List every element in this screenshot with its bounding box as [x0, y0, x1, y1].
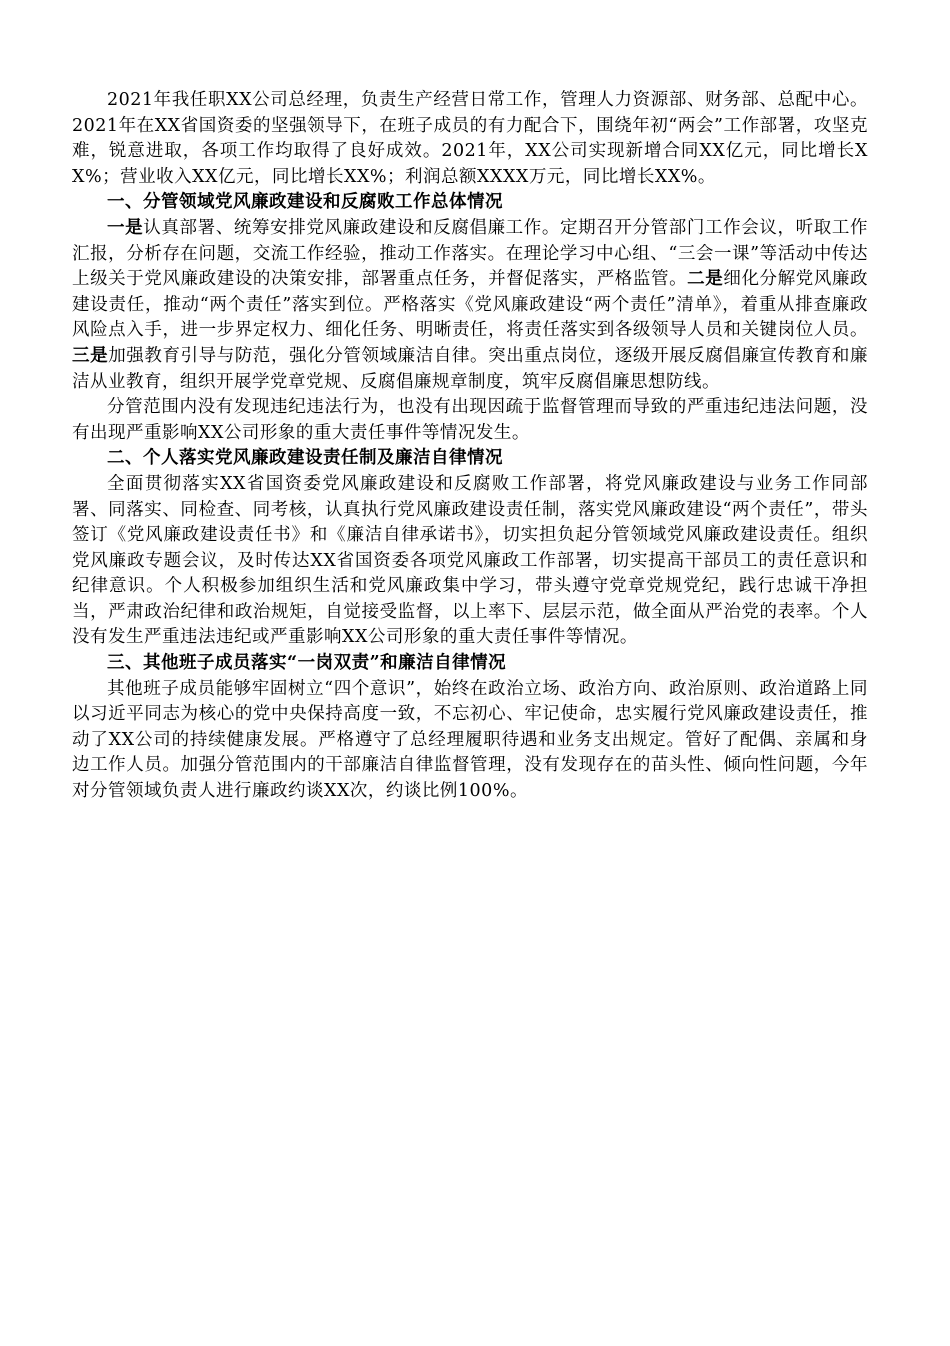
section-1-text-2: 细化分解党风廉政建设责任，推动“两个责任”落实到位。严格落实《党风廉政建设“两个责任”清单》，着重从排查廉政风险点入手，进一步界定权力、细化任务、明晰责任，将责任落实到各级领导人员和关键岗位人员。 — [72, 269, 869, 341]
section-1-paragraph-1 — [72, 216, 868, 395]
lead-three: 三是 — [72, 345, 109, 366]
lead-two: 二是 — [687, 269, 724, 290]
lead-one: 一是 — [107, 217, 144, 238]
section-1-text-1: 认真部署、统筹安排党风廉政建设和反腐倡廉工作。定期召开分管部门工作会议，听取工作汇报，分析存在问题，交流工作经验，推动工作落实。在理论学习中心组、“三会一课”等活动中传达上级关于党风廉政建设的决策安排，部署重点任务，并督促落实，严格监管。 — [72, 217, 869, 290]
section-1-paragraph-2: 分管范围内没有发现违纪违法行为，也没有出现因疏于监督管理而导致的严重违纪违法问题，没有出现严重影响XX公司形象的重大责任事件等情况发生。 — [72, 397, 868, 443]
section-2-paragraph-1: 全面贯彻落实XX省国资委党风廉政建设和反腐败工作部署，将党风廉政建设与业务工作同部署、同落实、同检查、同考核，认真执行党风廉政建设责任制，落实党风廉政建设“两个责任”，带头签订《党风廉政建设责任书》和《廉洁自律承诺书》，切实担负起分管领域党风廉政建设责任。组织党风廉政专题会议，及时传达XX省国资委各项党风廉政工作部署，切实提高干部员工的责任意识和纪律意识。个人积极参加组织生活和党风廉政集中学习，带头遵守党章党规党纪，践行忠诚干净担当，严肃政治纪律和政治规矩，自觉接受监督，以上率下、层层示范，做全面从严治党的表率。个人没有发生严重违法违纪或严重影响XX公司形象的重大责任事件等情况。 — [72, 473, 868, 648]
section-3-heading: 三、其他班子成员落实“一岗双责”和廉洁自律情况 — [107, 653, 507, 674]
section-3-paragraph-1: 其他班子成员能够牢固树立“四个意识”，始终在政治立场、政治方向、政治原则、政治道路上同以习近平同志为核心的党中央保持高度一致，不忘初心、牢记使命，忠实履行党风廉政建设责任，推动了XX公司的持续健康发展。严格遵守了总经理履职待遇和业务支出规定。管好了配偶、亲属和身边工作人员。加强分管范围内的干部廉洁自律监督管理，没有发现存在的苗头性、倾向性问题，今年对分管领域负责人进行廉政约谈XX次，约谈比例100%。 — [72, 678, 868, 802]
document-body — [72, 88, 868, 805]
section-1-text-3: 加强教育引导与防范，强化分管领域廉洁自律。突出重点岗位，逐级开展反腐倡廉宣传教育和廉洁从业教育，组织开展学党章党规、反腐倡廉规章制度，筑牢反腐倡廉思想防线。 — [72, 345, 868, 392]
intro-paragraph: 2021年我任职XX公司总经理，负责生产经营日常工作，管理人力资源部、财务部、总配中心。2021年在XX省国资委的坚强领导下，在班子成员的有力配合下，围绕年初“两会”工作部署，攻坚克难，锐意进取，各项工作均取得了良好成效。2021年，XX公司实现新增合同XX亿元，同比增长XX%；营业收入XX亿元，同比增长XX%；利润总额XXXX万元，同比增长XX%。 — [72, 90, 868, 187]
section-2-heading: 二、个人落实党风廉政建设责任制及廉洁自律情况 — [107, 448, 503, 469]
section-1-heading: 一、分管领域党风廉政建设和反腐败工作总体情况 — [107, 192, 503, 213]
